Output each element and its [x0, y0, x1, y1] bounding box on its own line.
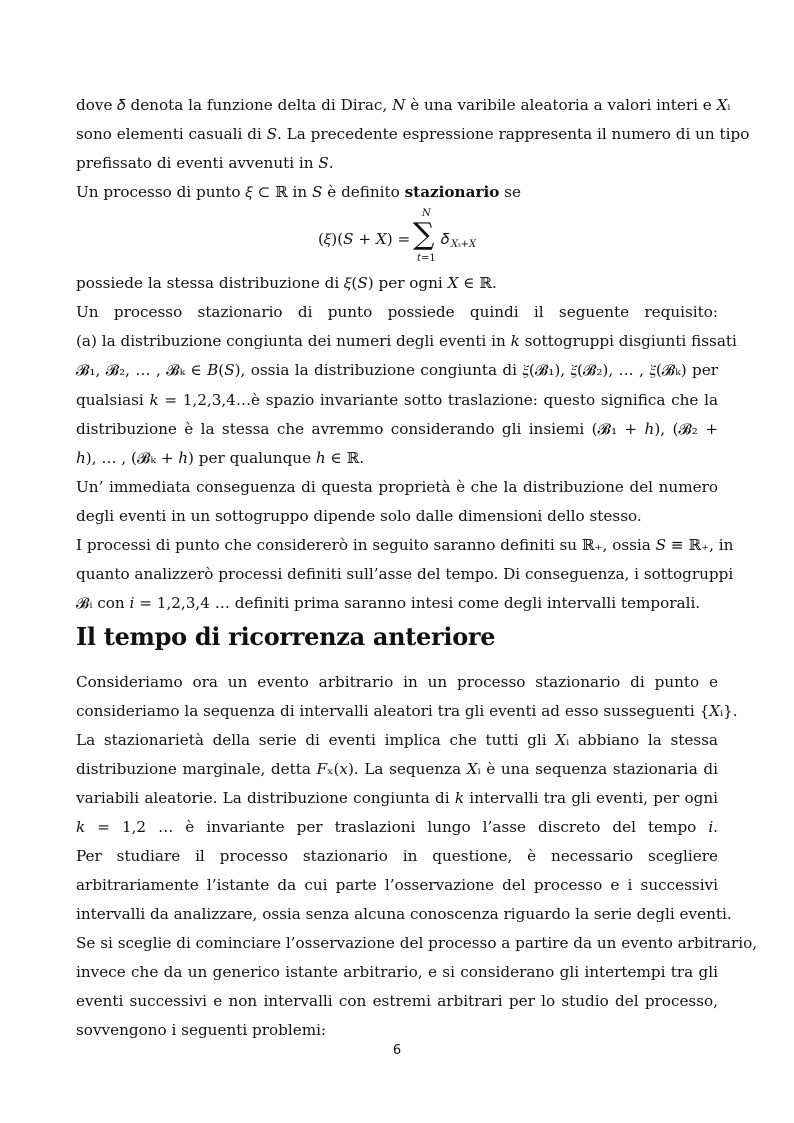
section-line: sovvengono i seguenti problemi:	[76, 1021, 327, 1039]
section-line: 𝑘 = 1,2 … è invariante per traslazioni lungo l’asse discreto del tempo 𝑖.	[76, 818, 718, 836]
section-line: intervalli da analizzare, ossia senza alcuna conoscenza riguardo la serie degli eventi.	[76, 905, 732, 923]
paragraph-line: 𝓑ᵢ con 𝑖 = 1,2,3,4 … definiti prima saranno intesi come degli intervalli temporali.	[76, 594, 701, 612]
paragraph-line: possiede la stessa distribuzione di 𝜉(𝑆) per ogni 𝑋 ∈ ℝ.	[76, 274, 497, 292]
section-line: La stazionarietà della serie di eventi implica che tutti gli 𝑋ᵢ abbiano la stessa	[76, 731, 718, 749]
section-line: eventi successivi e non intervalli con estremi arbitrari per lo studio del processo,	[76, 992, 718, 1010]
section-line: Per studiare il processo stazionario in questione, è necessario scegliere	[76, 847, 718, 865]
section-line: variabili aleatorie. La distribuzione congiunta di 𝑘 intervalli tra gli eventi, per ogni	[76, 789, 718, 807]
paragraph-line: prefissato di eventi avvenuti in 𝑆.	[76, 154, 334, 172]
paragraph-line: I processi di punto che considererò in seguito saranno definiti su ℝ₊, ossia 𝑆 ≡ ℝ₊, in	[76, 536, 734, 554]
paragraph-line: (a) la distribuzione congiunta dei numeri degli eventi in 𝑘 sottogruppi disgiunti fissati	[76, 332, 737, 350]
sum-symbol: ∑	[413, 217, 435, 252]
sum-lower-limit: 𝑡=1	[417, 253, 436, 264]
paragraph-line: sono elementi casuali di 𝑆. La precedente espressione rappresenta il numero di un tipo	[76, 125, 750, 143]
paragraph-line: Un’ immediata conseguenza di questa proprietà è che la distribuzione del numero	[76, 478, 718, 496]
section-line: Se si sceglie di cominciare l’osservazione del processo a partire da un evento arbitrario,	[76, 934, 758, 952]
stationary-term: stazionario	[404, 183, 500, 201]
stationarity-equation	[318, 208, 518, 264]
definition-text-after: se	[499, 183, 521, 201]
page-number: 6	[392, 1043, 402, 1058]
section-line: consideriamo la sequenza di intervalli aleatori tra gli eventi ad esso susseguenti {𝑋ᵢ}.	[76, 702, 738, 720]
definition-text-before: Un processo di punto 𝜉 ⊂ ℝ in 𝑆 è definito	[76, 183, 405, 201]
paragraph-line: degli eventi in un sottogruppo dipende solo dalle dimensioni dello stesso.	[76, 507, 642, 525]
equation-lhs: (𝜉)(𝑆 + 𝑋) =	[318, 230, 411, 248]
paragraph-line: ℎ), … , (𝓑ₖ + ℎ) per qualunque ℎ ∈ ℝ.	[76, 449, 365, 467]
paragraph-line: distribuzione è la stessa che avremmo considerando gli insiemi (𝓑₁ + ℎ), (𝓑₂ +	[76, 420, 718, 438]
section-line: invece che da un generico istante arbitrario, e si considerano gli intertempi tra gli	[76, 963, 718, 981]
paragraph-line: dove 𝛿 denota la funzione delta di Dirac, 𝑁 è una varibile aleatoria a valori interi e 𝑋ᵢ	[76, 96, 731, 114]
stationary-definition-line	[76, 182, 718, 202]
paragraph-line: 𝓑₁, 𝓑₂, … , 𝓑ₖ ∈ 𝐵(𝑆), ossia la distribuzione congiunta di 𝜉(𝓑₁), 𝜉(𝓑₂), … , 𝜉(𝓑ₖ) per	[76, 361, 718, 379]
section-line: arbitrariamente l’istante da cui parte l’osservazione del processo e i successivi	[76, 876, 718, 894]
paragraph-line: Un processo stazionario di punto possiede quindi il seguente requisito:	[76, 303, 718, 321]
section-line: Consideriamo ora un evento arbitrario in un processo stazionario di punto e	[76, 673, 718, 691]
delta-term: 𝛿	[441, 230, 450, 248]
paragraph-line: qualsiasi 𝑘 = 1,2,3,4…è spazio invariante sotto traslazione: questo significa che la	[76, 391, 718, 409]
section-line: distribuzione marginale, detta 𝐹ₓ(𝑥). La sequenza 𝑋ᵢ è una sequenza stazionaria di	[76, 760, 718, 778]
delta-subscript: 𝑋ₜ+𝑋	[451, 239, 477, 250]
section-heading: Il tempo di ricorrenza anteriore	[76, 622, 496, 651]
paragraph-line: quanto analizzerò processi definiti sull’asse del tempo. Di conseguenza, i sottogruppi	[76, 565, 734, 583]
sum-upper-limit: 𝑁	[422, 208, 431, 219]
